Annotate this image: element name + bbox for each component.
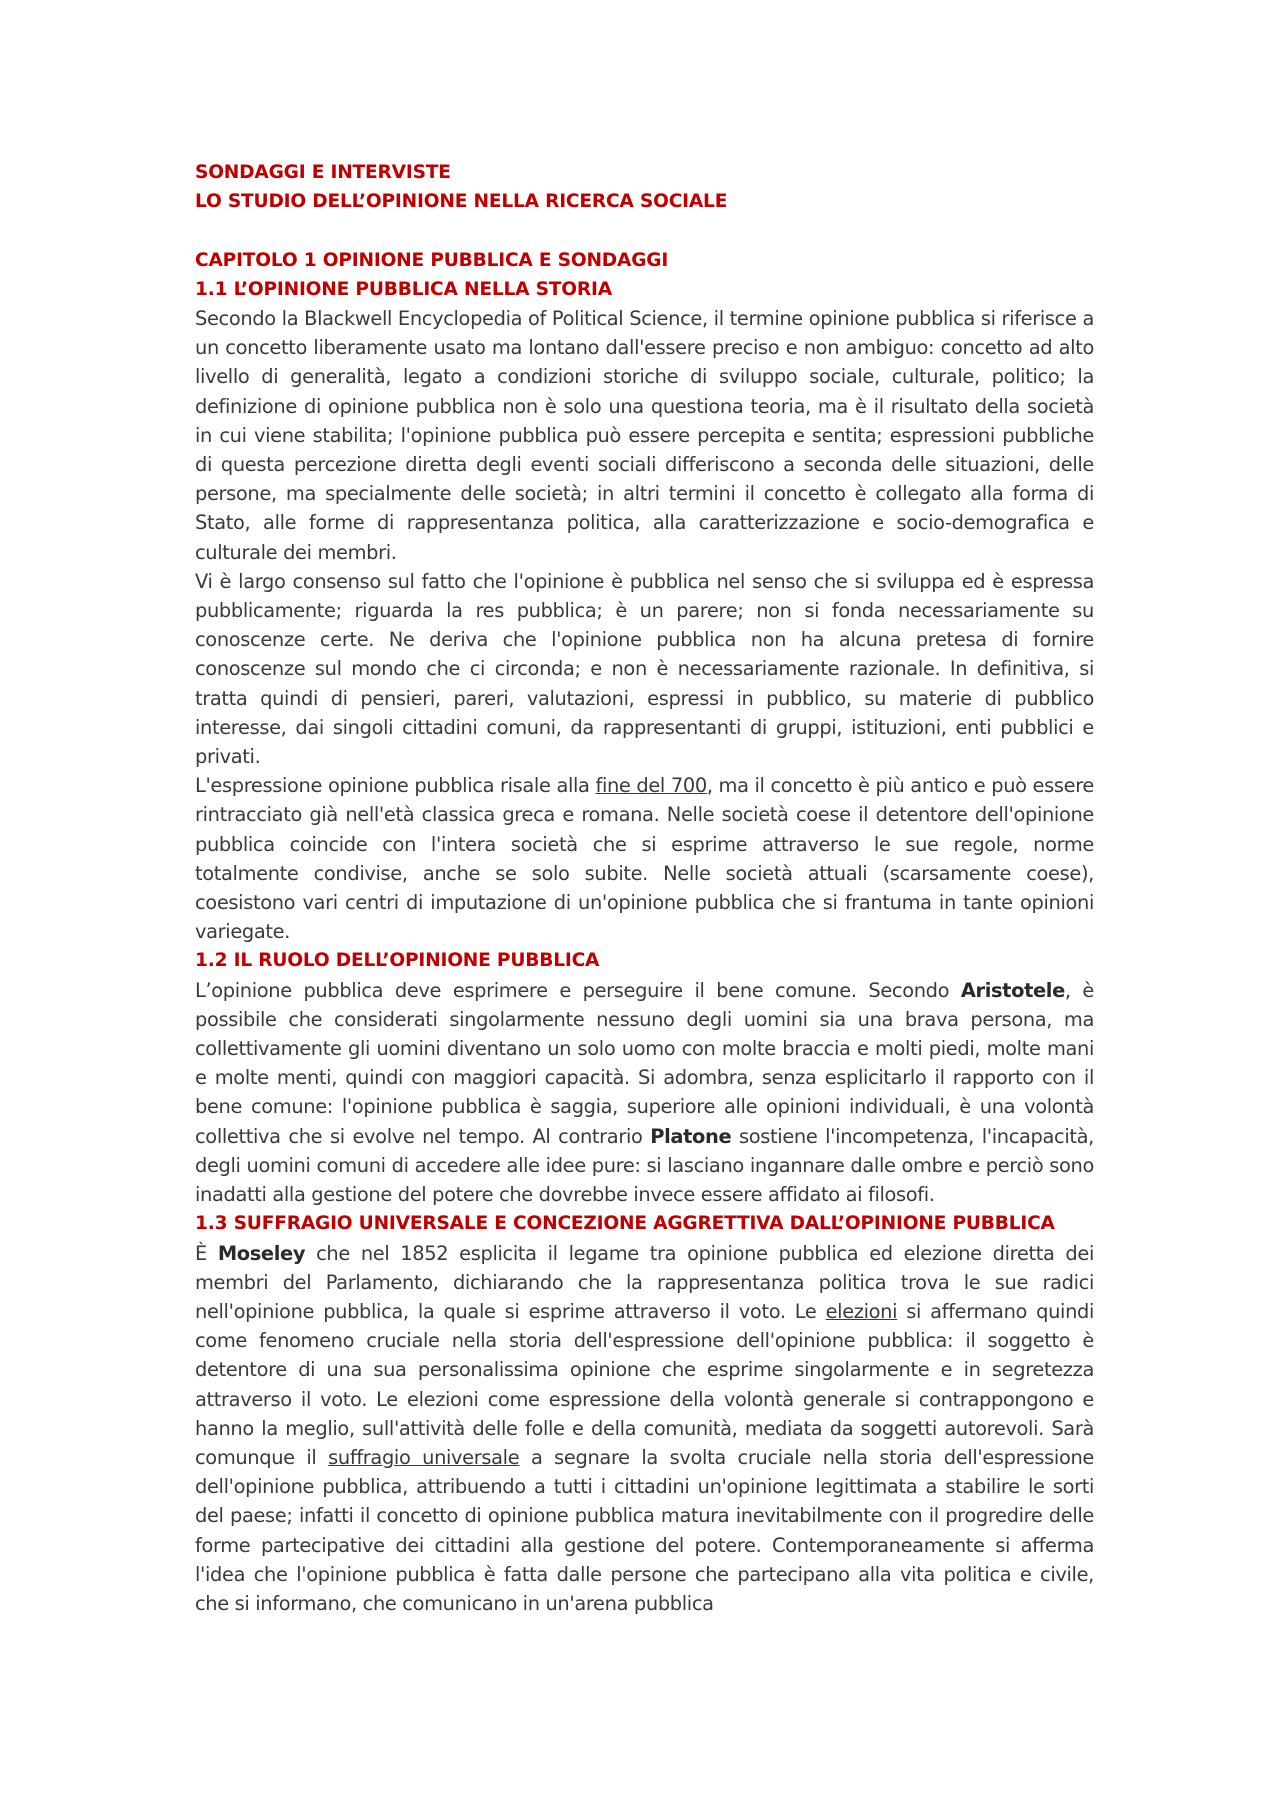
document-subtitle: LO STUDIO DELL’OPINIONE NELLA RICERCA SOCIALE bbox=[195, 191, 728, 213]
bold-text: Moseley bbox=[217, 1241, 306, 1265]
paragraph bbox=[195, 771, 1094, 946]
paragraph bbox=[195, 976, 1094, 1210]
document-page bbox=[195, 158, 1094, 1618]
section-heading-1-1: 1.1 L’OPINIONE PUBBLICA NELLA STORIA bbox=[195, 278, 612, 300]
chapter-heading: CAPITOLO 1 OPINIONE PUBBLICA E SONDAGGI bbox=[195, 249, 669, 271]
text-run: È bbox=[195, 1241, 218, 1265]
text-run: che nel 1852 esplicita il legame tra opinione pubblica ed elezione diretta dei membri del Parlamento, dichiarando che la rappresentanza politica trova le sue radici nell'opinione pubblica, la quale si esprime attraverso il voto. Le bbox=[195, 1241, 1094, 1323]
text-run: L’opinione pubblica deve esprimere e perseguire il bene comune. Secondo bbox=[195, 978, 961, 1002]
text-run: , ma il concetto è più antico e può essere rintracciato già nell'età classica greca e romana. Nelle società coese il detentore dell'opinione pubblica coincide con l'intera società che si esprime attraverso le sue regole, norme totalmente condivise, anche se solo subite. Nelle società attuali (scarsamente coese), coesistono vari centri di imputazione di un'opinione pubblica che si frantuma in tante opinioni variegate. bbox=[195, 774, 1094, 944]
text-run: a segnare la svolta cruciale nella storia dell'espressione dell'opinione pubblica, attribuendo a tutti i cittadini un'opinione legittimata a stabilire le sorti del paese; infatti il concetto di opinione pubblica matura inevitabilmente con il progredire delle forme partecipative dei cittadini alla gestione del potere. Contemporaneamente si afferma l'idea che l'opinione pubblica è fatta dalle persone che partecipano alla vita politica e civile, che si informano, che comunicano in un'arena pubblica bbox=[195, 1445, 1094, 1615]
spacer bbox=[195, 216, 1094, 245]
text-run: sostiene l'incompetenza, l'incapacità, degli uomini comuni di accedere alle idee pure: si lasciano ingannare dalle ombre e perciò sono inadatti alla gestione del potere che dovrebbe invece essere affidato ai filosofi. bbox=[195, 1124, 1094, 1207]
section-heading-1-2: 1.2 IL RUOLO DELL’OPINIONE PUBBLICA bbox=[195, 950, 600, 972]
underlined-text: elezioni bbox=[825, 1299, 898, 1323]
bold-text: Aristotele bbox=[960, 978, 1065, 1002]
text-run: si affermano quindi come fenomeno cruciale nella storia dell'espressione dell'opinione pubblica: il soggetto è detentore di una sua personalissima opinione che esprime singolarmente e in segretezza attraverso il voto. Le elezioni come espressione della volontà generale si contrappongono e hanno la meglio, sull'attività delle folle e della comunità, mediata da soggetti autorevoli. Sarà comunque il bbox=[195, 1299, 1094, 1469]
section-heading-1-3: 1.3 SUFFRAGIO UNIVERSALE E CONCEZIONE AGGRETTIVA DALL’OPINIONE PUBBLICA bbox=[195, 1213, 1055, 1235]
document-title: SONDAGGI E INTERVISTE bbox=[195, 162, 451, 183]
paragraph: Secondo la Blackwell Encyclopedia of Political Science, il termine opinione pubblica si riferisce a un concetto liberamente usato ma lontano dall'essere preciso e non ambiguo: concetto ad alto livello di generalità, legato a condizioni storiche di sviluppo sociale, culturale, politico; la definizione di opinione pubblica non è solo una questiona teoria, ma è il risultato della società in cui viene stabilita; l'opinione pubblica può essere percepita e sentita; espressioni pubbliche di questa percezione diretta degli eventi sociali differiscono a seconda delle situazioni, delle persone, ma specialmente delle società; in altri termini il concetto è collegato alla forma di Stato, alle forme di rappresentanza politica, alla caratterizzazione e socio-demografica e culturale dei membri. bbox=[195, 307, 1094, 564]
underlined-text: suffragio universale bbox=[328, 1445, 520, 1469]
text-run: L'espressione opinione pubblica risale alla bbox=[195, 774, 596, 798]
underlined-text: fine del 700 bbox=[595, 774, 707, 798]
paragraph bbox=[195, 1239, 1094, 1619]
paragraph: Vi è largo consenso sul fatto che l'opinione è pubblica nel senso che si sviluppa ed è espressa pubblicamente; riguarda la res pubblica; è un parere; non si fonda necessariamente su conoscenze certe. Ne deriva che l'opinione pubblica non ha alcuna pretesa di fornire conoscenze sul mondo che ci circonda; e non è necessariamente razionale. In definitiva, si tratta quindi di pensieri, pareri, valutazioni, espressi in pubblico, su materie di pubblico interesse, dai singoli cittadini comuni, da rappresentanti di gruppi, istituzioni, enti pubblici e privati. bbox=[195, 569, 1094, 769]
text-run: , è possibile che considerati singolarmente nessuno degli uomini sia una brava persona, ma collettivamente gli uomini diventano un solo uomo con molte braccia e molti piedi, molte mani e molte menti, quindi con maggiori capacità. Si adombra, senza esplicitarlo il rapporto con il bene comune: l'opinione pubblica è saggia, superiore alle opinioni individuali, è una volontà collettiva che si evolve nel tempo. Al contrario bbox=[195, 978, 1094, 1148]
bold-text: Platone bbox=[650, 1124, 732, 1148]
